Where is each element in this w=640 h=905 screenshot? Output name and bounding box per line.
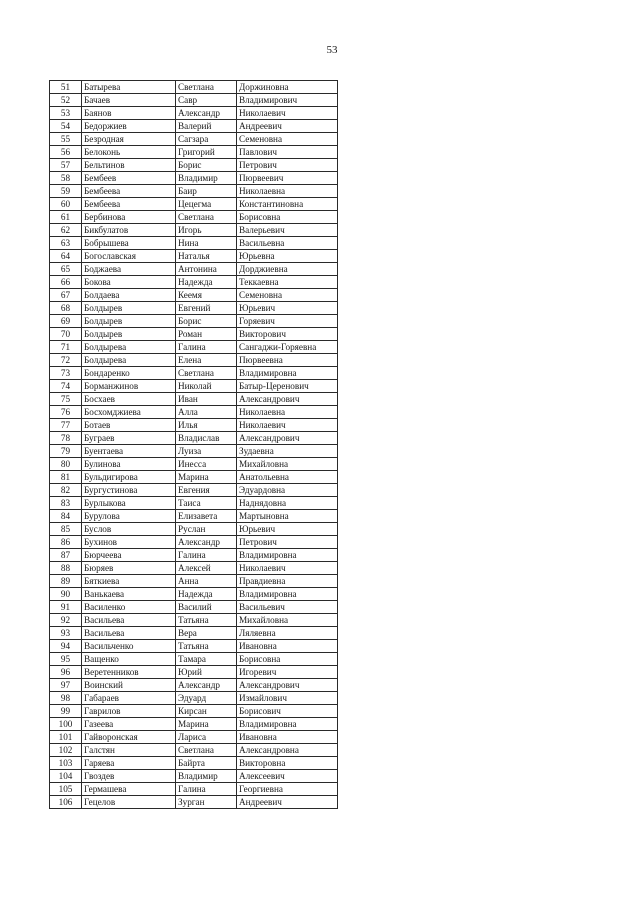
table-row (50, 705, 338, 718)
row-number-cell: 91 (50, 601, 82, 614)
surname-cell: Васильченко (82, 640, 176, 653)
patronymic-cell: Валерьевич (237, 224, 338, 237)
first-name-cell: Антонина (176, 263, 237, 276)
patronymic-cell: Александрович (237, 393, 338, 406)
row-number-cell: 101 (50, 731, 82, 744)
row-number-cell: 81 (50, 471, 82, 484)
table-row (50, 81, 338, 94)
first-name-cell: Татьяна (176, 614, 237, 627)
first-name-cell: Василий (176, 601, 237, 614)
row-number-cell: 103 (50, 757, 82, 770)
first-name-cell: Анна (176, 575, 237, 588)
table-row (50, 653, 338, 666)
surname-cell: Болдаева (82, 289, 176, 302)
first-name-cell: Владимир (176, 770, 237, 783)
table-row (50, 549, 338, 562)
row-number-cell: 65 (50, 263, 82, 276)
patronymic-cell: Владимирович (237, 94, 338, 107)
patronymic-cell: Эдуардовна (237, 484, 338, 497)
patronymic-cell: Георгиевна (237, 783, 338, 796)
row-number-cell: 72 (50, 354, 82, 367)
first-name-cell: Елизавета (176, 510, 237, 523)
row-number-cell: 82 (50, 484, 82, 497)
table-row (50, 328, 338, 341)
table-row (50, 783, 338, 796)
table-row (50, 94, 338, 107)
first-name-cell: Галина (176, 783, 237, 796)
surname-cell: Галстян (82, 744, 176, 757)
table-row (50, 640, 338, 653)
row-number-cell: 77 (50, 419, 82, 432)
table-row (50, 471, 338, 484)
row-number-cell: 92 (50, 614, 82, 627)
table-row (50, 354, 338, 367)
table-row (50, 393, 338, 406)
table-row (50, 302, 338, 315)
surname-cell: Бульдигирова (82, 471, 176, 484)
surname-cell: Батырева (82, 81, 176, 94)
patronymic-cell: Анатольевна (237, 471, 338, 484)
row-number-cell: 76 (50, 406, 82, 419)
row-number-cell: 97 (50, 679, 82, 692)
row-number-cell: 104 (50, 770, 82, 783)
table-row (50, 172, 338, 185)
row-number-cell: 53 (50, 107, 82, 120)
patronymic-cell: Михайловна (237, 458, 338, 471)
surname-cell: Босхомджиева (82, 406, 176, 419)
patronymic-cell: Измайлович (237, 692, 338, 705)
table-row (50, 224, 338, 237)
first-name-cell: Савр (176, 94, 237, 107)
table-row (50, 692, 338, 705)
row-number-cell: 60 (50, 198, 82, 211)
row-number-cell: 75 (50, 393, 82, 406)
surname-cell: Бюряев (82, 562, 176, 575)
first-name-cell: Александр (176, 536, 237, 549)
table-row (50, 445, 338, 458)
surname-cell: Гаряева (82, 757, 176, 770)
row-number-cell: 62 (50, 224, 82, 237)
patronymic-cell: Ляляевна (237, 627, 338, 640)
table-row (50, 679, 338, 692)
row-number-cell: 80 (50, 458, 82, 471)
table-row (50, 120, 338, 133)
table-row (50, 211, 338, 224)
patronymic-cell: Доржиновна (237, 81, 338, 94)
surname-cell: Бикбулатов (82, 224, 176, 237)
patronymic-cell: Викторович (237, 328, 338, 341)
first-name-cell: Валерий (176, 120, 237, 133)
table-row (50, 796, 338, 809)
first-name-cell: Надежда (176, 276, 237, 289)
patronymic-cell: Николаевна (237, 185, 338, 198)
first-name-cell: Иван (176, 393, 237, 406)
first-name-cell: Зурган (176, 796, 237, 809)
surname-cell: Болдырев (82, 315, 176, 328)
row-number-cell: 90 (50, 588, 82, 601)
table-row (50, 757, 338, 770)
row-number-cell: 70 (50, 328, 82, 341)
table-row (50, 718, 338, 731)
row-number-cell: 79 (50, 445, 82, 458)
surname-cell: Габараев (82, 692, 176, 705)
first-name-cell: Евгений (176, 302, 237, 315)
row-number-cell: 63 (50, 237, 82, 250)
patronymic-cell: Юрьевич (237, 523, 338, 536)
patronymic-cell: Юрьевич (237, 302, 338, 315)
surname-cell: Бухинов (82, 536, 176, 549)
surname-cell: Булинова (82, 458, 176, 471)
row-number-cell: 69 (50, 315, 82, 328)
patronymic-cell: Васильевич (237, 601, 338, 614)
first-name-cell: Алла (176, 406, 237, 419)
row-number-cell: 98 (50, 692, 82, 705)
first-name-cell: Луиза (176, 445, 237, 458)
row-number-cell: 54 (50, 120, 82, 133)
patronymic-cell: Горяевич (237, 315, 338, 328)
surname-cell: Бяткиева (82, 575, 176, 588)
row-number-cell: 94 (50, 640, 82, 653)
first-name-cell: Светлана (176, 81, 237, 94)
surname-cell: Гецелов (82, 796, 176, 809)
row-number-cell: 61 (50, 211, 82, 224)
patronymic-cell: Зудаевна (237, 445, 338, 458)
surname-cell: Бурлыкова (82, 497, 176, 510)
first-name-cell: Руслан (176, 523, 237, 536)
patronymic-cell: Андреевич (237, 120, 338, 133)
first-name-cell: Инесса (176, 458, 237, 471)
row-number-cell: 67 (50, 289, 82, 302)
surname-cell: Бургустинова (82, 484, 176, 497)
row-number-cell: 58 (50, 172, 82, 185)
table-row (50, 601, 338, 614)
table-row (50, 289, 338, 302)
patronymic-cell: Владимировна (237, 718, 338, 731)
first-name-cell: Светлана (176, 367, 237, 380)
first-name-cell: Сагзара (176, 133, 237, 146)
patronymic-cell: Семеновна (237, 289, 338, 302)
table-row (50, 458, 338, 471)
row-number-cell: 83 (50, 497, 82, 510)
surname-cell: Бембеева (82, 185, 176, 198)
surname-cell: Боджаева (82, 263, 176, 276)
row-number-cell: 99 (50, 705, 82, 718)
row-number-cell: 68 (50, 302, 82, 315)
first-name-cell: Борис (176, 315, 237, 328)
page-number: 53 (326, 44, 338, 56)
table-row (50, 510, 338, 523)
first-name-cell: Светлана (176, 211, 237, 224)
surname-cell: Воинский (82, 679, 176, 692)
row-number-cell: 64 (50, 250, 82, 263)
table-row (50, 731, 338, 744)
patronymic-cell: Николаевич (237, 562, 338, 575)
patronymic-cell: Семеновна (237, 133, 338, 146)
surname-cell: Болдырева (82, 354, 176, 367)
row-number-cell: 89 (50, 575, 82, 588)
patronymic-cell: Сангаджи-Горяевна (237, 341, 338, 354)
table-row (50, 263, 338, 276)
row-number-cell: 57 (50, 159, 82, 172)
first-name-cell: Цецегма (176, 198, 237, 211)
surname-cell: Болдырев (82, 302, 176, 315)
surname-cell: Василенко (82, 601, 176, 614)
patronymic-cell: Батыр-Церенович (237, 380, 338, 393)
patronymic-cell: Александрович (237, 679, 338, 692)
patronymic-cell: Николаевич (237, 107, 338, 120)
first-name-cell: Владимир (176, 172, 237, 185)
roster-table (49, 80, 338, 809)
patronymic-cell: Павлович (237, 146, 338, 159)
table-row (50, 562, 338, 575)
row-number-cell: 52 (50, 94, 82, 107)
patronymic-cell: Васильевна (237, 237, 338, 250)
first-name-cell: Надежда (176, 588, 237, 601)
row-number-cell: 88 (50, 562, 82, 575)
surname-cell: Гайворонская (82, 731, 176, 744)
surname-cell: Васильева (82, 627, 176, 640)
row-number-cell: 59 (50, 185, 82, 198)
surname-cell: Гермашева (82, 783, 176, 796)
surname-cell: Буграев (82, 432, 176, 445)
first-name-cell: Владислав (176, 432, 237, 445)
table-row (50, 484, 338, 497)
surname-cell: Бембеева (82, 198, 176, 211)
first-name-cell: Татьяна (176, 640, 237, 653)
first-name-cell: Галина (176, 549, 237, 562)
table-row (50, 146, 338, 159)
surname-cell: Газеева (82, 718, 176, 731)
table-row (50, 198, 338, 211)
first-name-cell: Эдуард (176, 692, 237, 705)
surname-cell: Бобрышева (82, 237, 176, 250)
row-number-cell: 102 (50, 744, 82, 757)
surname-cell: Борманжинов (82, 380, 176, 393)
row-number-cell: 86 (50, 536, 82, 549)
patronymic-cell: Алексеевич (237, 770, 338, 783)
surname-cell: Васильева (82, 614, 176, 627)
row-number-cell: 96 (50, 666, 82, 679)
table-row (50, 614, 338, 627)
table-row (50, 185, 338, 198)
surname-cell: Ванькаева (82, 588, 176, 601)
surname-cell: Гвоздев (82, 770, 176, 783)
first-name-cell: Марина (176, 718, 237, 731)
row-number-cell: 74 (50, 380, 82, 393)
row-number-cell: 56 (50, 146, 82, 159)
first-name-cell: Марина (176, 471, 237, 484)
table-row (50, 419, 338, 432)
patronymic-cell: Ивановна (237, 731, 338, 744)
patronymic-cell: Борисовна (237, 211, 338, 224)
table-row (50, 237, 338, 250)
row-number-cell: 55 (50, 133, 82, 146)
surname-cell: Болдырева (82, 341, 176, 354)
patronymic-cell: Юрьевна (237, 250, 338, 263)
patronymic-cell: Владимировна (237, 549, 338, 562)
patronymic-cell: Мартыновна (237, 510, 338, 523)
table-row (50, 575, 338, 588)
table-row (50, 315, 338, 328)
row-number-cell: 66 (50, 276, 82, 289)
patronymic-cell: Игоревич (237, 666, 338, 679)
surname-cell: Бюрчеева (82, 549, 176, 562)
surname-cell: Бембеев (82, 172, 176, 185)
row-number-cell: 84 (50, 510, 82, 523)
first-name-cell: Кирсан (176, 705, 237, 718)
roster-table-body (50, 81, 338, 809)
table-row (50, 744, 338, 757)
first-name-cell: Евгения (176, 484, 237, 497)
patronymic-cell: Александрович (237, 432, 338, 445)
first-name-cell: Илья (176, 419, 237, 432)
patronymic-cell: Александровна (237, 744, 338, 757)
patronymic-cell: Викторовна (237, 757, 338, 770)
first-name-cell: Юрий (176, 666, 237, 679)
table-row (50, 666, 338, 679)
first-name-cell: Григорий (176, 146, 237, 159)
first-name-cell: Байрта (176, 757, 237, 770)
table-row (50, 133, 338, 146)
patronymic-cell: Николаевич (237, 419, 338, 432)
table-row (50, 497, 338, 510)
surname-cell: Буслов (82, 523, 176, 536)
row-number-cell: 73 (50, 367, 82, 380)
row-number-cell: 78 (50, 432, 82, 445)
surname-cell: Бокова (82, 276, 176, 289)
first-name-cell: Лариса (176, 731, 237, 744)
table-row (50, 107, 338, 120)
surname-cell: Гаврилов (82, 705, 176, 718)
table-row (50, 276, 338, 289)
surname-cell: Буентаева (82, 445, 176, 458)
patronymic-cell: Петрович (237, 159, 338, 172)
patronymic-cell: Борисович (237, 705, 338, 718)
patronymic-cell: Николаевна (237, 406, 338, 419)
patronymic-cell: Пюрвеевна (237, 354, 338, 367)
table-row (50, 770, 338, 783)
table-row (50, 380, 338, 393)
patronymic-cell: Борисовна (237, 653, 338, 666)
first-name-cell: Роман (176, 328, 237, 341)
surname-cell: Белоконь (82, 146, 176, 159)
surname-cell: Бедоржиев (82, 120, 176, 133)
row-number-cell: 105 (50, 783, 82, 796)
surname-cell: Бачаев (82, 94, 176, 107)
surname-cell: Безродная (82, 133, 176, 146)
table-row (50, 536, 338, 549)
row-number-cell: 51 (50, 81, 82, 94)
first-name-cell: Светлана (176, 744, 237, 757)
patronymic-cell: Владимировна (237, 588, 338, 601)
first-name-cell: Тамара (176, 653, 237, 666)
row-number-cell: 93 (50, 627, 82, 640)
row-number-cell: 106 (50, 796, 82, 809)
surname-cell: Веретенников (82, 666, 176, 679)
table-row (50, 367, 338, 380)
first-name-cell: Наталья (176, 250, 237, 263)
surname-cell: Болдырев (82, 328, 176, 341)
first-name-cell: Таиса (176, 497, 237, 510)
row-number-cell: 95 (50, 653, 82, 666)
first-name-cell: Елена (176, 354, 237, 367)
table-row (50, 159, 338, 172)
patronymic-cell: Владимировна (237, 367, 338, 380)
surname-cell: Бербинова (82, 211, 176, 224)
surname-cell: Баянов (82, 107, 176, 120)
row-number-cell: 87 (50, 549, 82, 562)
patronymic-cell: Правдиевна (237, 575, 338, 588)
surname-cell: Ващенко (82, 653, 176, 666)
table-row (50, 341, 338, 354)
first-name-cell: Игорь (176, 224, 237, 237)
patronymic-cell: Теккаевна (237, 276, 338, 289)
surname-cell: Бурулова (82, 510, 176, 523)
patronymic-cell: Петрович (237, 536, 338, 549)
patronymic-cell: Пюрвеевич (237, 172, 338, 185)
table-row (50, 588, 338, 601)
patronymic-cell: Наднядовна (237, 497, 338, 510)
patronymic-cell: Михайловна (237, 614, 338, 627)
surname-cell: Бельтинов (82, 159, 176, 172)
table-row (50, 523, 338, 536)
first-name-cell: Вера (176, 627, 237, 640)
first-name-cell: Александр (176, 107, 237, 120)
first-name-cell: Кеемя (176, 289, 237, 302)
table-row (50, 432, 338, 445)
table-row (50, 627, 338, 640)
first-name-cell: Алексей (176, 562, 237, 575)
first-name-cell: Александр (176, 679, 237, 692)
first-name-cell: Галина (176, 341, 237, 354)
row-number-cell: 85 (50, 523, 82, 536)
patronymic-cell: Ивановна (237, 640, 338, 653)
surname-cell: Босхаев (82, 393, 176, 406)
table-row (50, 250, 338, 263)
surname-cell: Богославская (82, 250, 176, 263)
row-number-cell: 71 (50, 341, 82, 354)
patronymic-cell: Андреевич (237, 796, 338, 809)
first-name-cell: Баир (176, 185, 237, 198)
first-name-cell: Нина (176, 237, 237, 250)
surname-cell: Ботаев (82, 419, 176, 432)
row-number-cell: 100 (50, 718, 82, 731)
first-name-cell: Борис (176, 159, 237, 172)
first-name-cell: Николай (176, 380, 237, 393)
surname-cell: Бондаренко (82, 367, 176, 380)
patronymic-cell: Дорджиевна (237, 263, 338, 276)
patronymic-cell: Константиновна (237, 198, 338, 211)
table-row (50, 406, 338, 419)
